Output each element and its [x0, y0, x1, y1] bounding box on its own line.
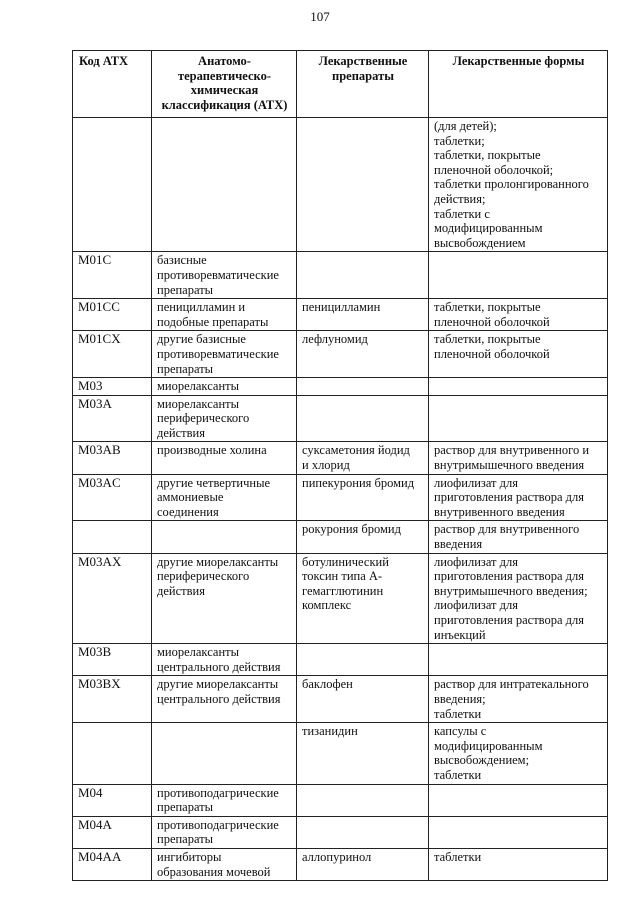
header-drugs: Лекарственные препараты: [297, 51, 429, 118]
table-row: [73, 252, 608, 299]
atx-code-cell: M03: [73, 378, 152, 396]
table-row: [73, 644, 608, 676]
table-header: [73, 51, 608, 118]
drug-cell: [297, 816, 429, 848]
drug-cell: [297, 252, 429, 299]
dosage-form-cell: [429, 252, 608, 299]
dosage-form-cell: лиофилизат для приготовления раствора для внутримышечного введения; лиофилизат для приготовления раствора для инъекций: [429, 553, 608, 644]
dosage-form-cell: лиофилизат для приготовления раствора для внутривенного введения: [429, 474, 608, 521]
drug-cell: [297, 644, 429, 676]
classification-cell: базисные противоревматические препараты: [152, 252, 297, 299]
classification-cell: [152, 723, 297, 784]
atx-code-cell: M03B: [73, 644, 152, 676]
drug-cell: пеницилламин: [297, 299, 429, 331]
dosage-form-cell: таблетки: [429, 848, 608, 880]
atx-code-cell: M03AB: [73, 442, 152, 474]
page-number: 107: [310, 9, 330, 24]
table-row: [73, 553, 608, 644]
table-row: [73, 784, 608, 816]
dosage-form-cell: [429, 378, 608, 396]
dosage-form-cell: раствор для внутривенного и внутримышечного введения: [429, 442, 608, 474]
atx-code-cell: M01CX: [73, 331, 152, 378]
drug-cell: лефлуномид: [297, 331, 429, 378]
drug-cell: ботулинический токсин типа А- гемагглютинин комплекс: [297, 553, 429, 644]
dosage-form-cell: раствор для интратекального введения; таблетки: [429, 676, 608, 723]
table-row: [73, 395, 608, 442]
classification-cell: [152, 118, 297, 252]
header-atx-classification: Анатомо- терапевтическо- химическая классификация (АТХ): [152, 51, 297, 118]
drug-cell: суксаметония йодид и хлорид: [297, 442, 429, 474]
table-row: [73, 299, 608, 331]
classification-cell: другие миорелаксанты центрального действия: [152, 676, 297, 723]
header-dosage-forms: Лекарственные формы: [429, 51, 608, 118]
drug-cell: [297, 118, 429, 252]
classification-cell: другие четвертичные аммониевые соединения: [152, 474, 297, 521]
atx-code-cell: [73, 521, 152, 553]
header-atx-code: Код АТХ: [73, 51, 152, 118]
classification-cell: другие миорелаксанты периферического действия: [152, 553, 297, 644]
table-row: [73, 378, 608, 396]
classification-cell: противоподагрические препараты: [152, 816, 297, 848]
classification-cell: миорелаксанты: [152, 378, 297, 396]
atx-code-cell: M01CC: [73, 299, 152, 331]
atx-code-cell: M03AX: [73, 553, 152, 644]
drug-cell: [297, 784, 429, 816]
table-row: [73, 442, 608, 474]
table-row: [73, 676, 608, 723]
atx-code-cell: M03A: [73, 395, 152, 442]
classification-cell: миорелаксанты центрального действия: [152, 644, 297, 676]
dosage-form-cell: [429, 784, 608, 816]
atx-code-cell: M04: [73, 784, 152, 816]
drug-cell: баклофен: [297, 676, 429, 723]
atx-code-cell: M03AC: [73, 474, 152, 521]
atx-code-cell: [73, 118, 152, 252]
drug-cell: рокурония бромид: [297, 521, 429, 553]
classification-cell: другие базисные противоревматические препараты: [152, 331, 297, 378]
header-row: [73, 51, 608, 118]
atx-code-cell: M04AA: [73, 848, 152, 880]
drug-cell: пипекурония бромид: [297, 474, 429, 521]
atx-code-cell: M03BX: [73, 676, 152, 723]
classification-cell: миорелаксанты периферического действия: [152, 395, 297, 442]
table-row: [73, 331, 608, 378]
drug-cell: аллопуринол: [297, 848, 429, 880]
dosage-form-cell: капсулы с модифицированным высвобождением; таблетки: [429, 723, 608, 784]
table-row: [73, 848, 608, 880]
atx-code-cell: M01C: [73, 252, 152, 299]
classification-cell: ингибиторы образования мочевой: [152, 848, 297, 880]
dosage-form-cell: таблетки, покрытые пленочной оболочкой: [429, 331, 608, 378]
atx-code-cell: [73, 723, 152, 784]
dosage-form-cell: [429, 644, 608, 676]
table-row: [73, 521, 608, 553]
dosage-form-cell: таблетки, покрытые пленочной оболочкой: [429, 299, 608, 331]
dosage-form-cell: раствор для внутривенного введения: [429, 521, 608, 553]
classification-cell: производные холина: [152, 442, 297, 474]
classification-cell: [152, 521, 297, 553]
table-row: [73, 474, 608, 521]
classification-cell: противоподагрические препараты: [152, 784, 297, 816]
dosage-form-cell: [429, 395, 608, 442]
classification-cell: пеницилламин и подобные препараты: [152, 299, 297, 331]
atx-table: [72, 50, 608, 881]
table-row: [73, 723, 608, 784]
dosage-form-cell: (для детей); таблетки; таблетки, покрытые пленочной оболочкой; таблетки пролонгированного действия; таблетки с модифицированным высвобождением: [429, 118, 608, 252]
drug-cell: [297, 395, 429, 442]
drug-cell: тизанидин: [297, 723, 429, 784]
table-row: [73, 816, 608, 848]
table-body: [73, 118, 608, 881]
dosage-form-cell: [429, 816, 608, 848]
table-row: [73, 118, 608, 252]
drug-cell: [297, 378, 429, 396]
atx-code-cell: M04A: [73, 816, 152, 848]
